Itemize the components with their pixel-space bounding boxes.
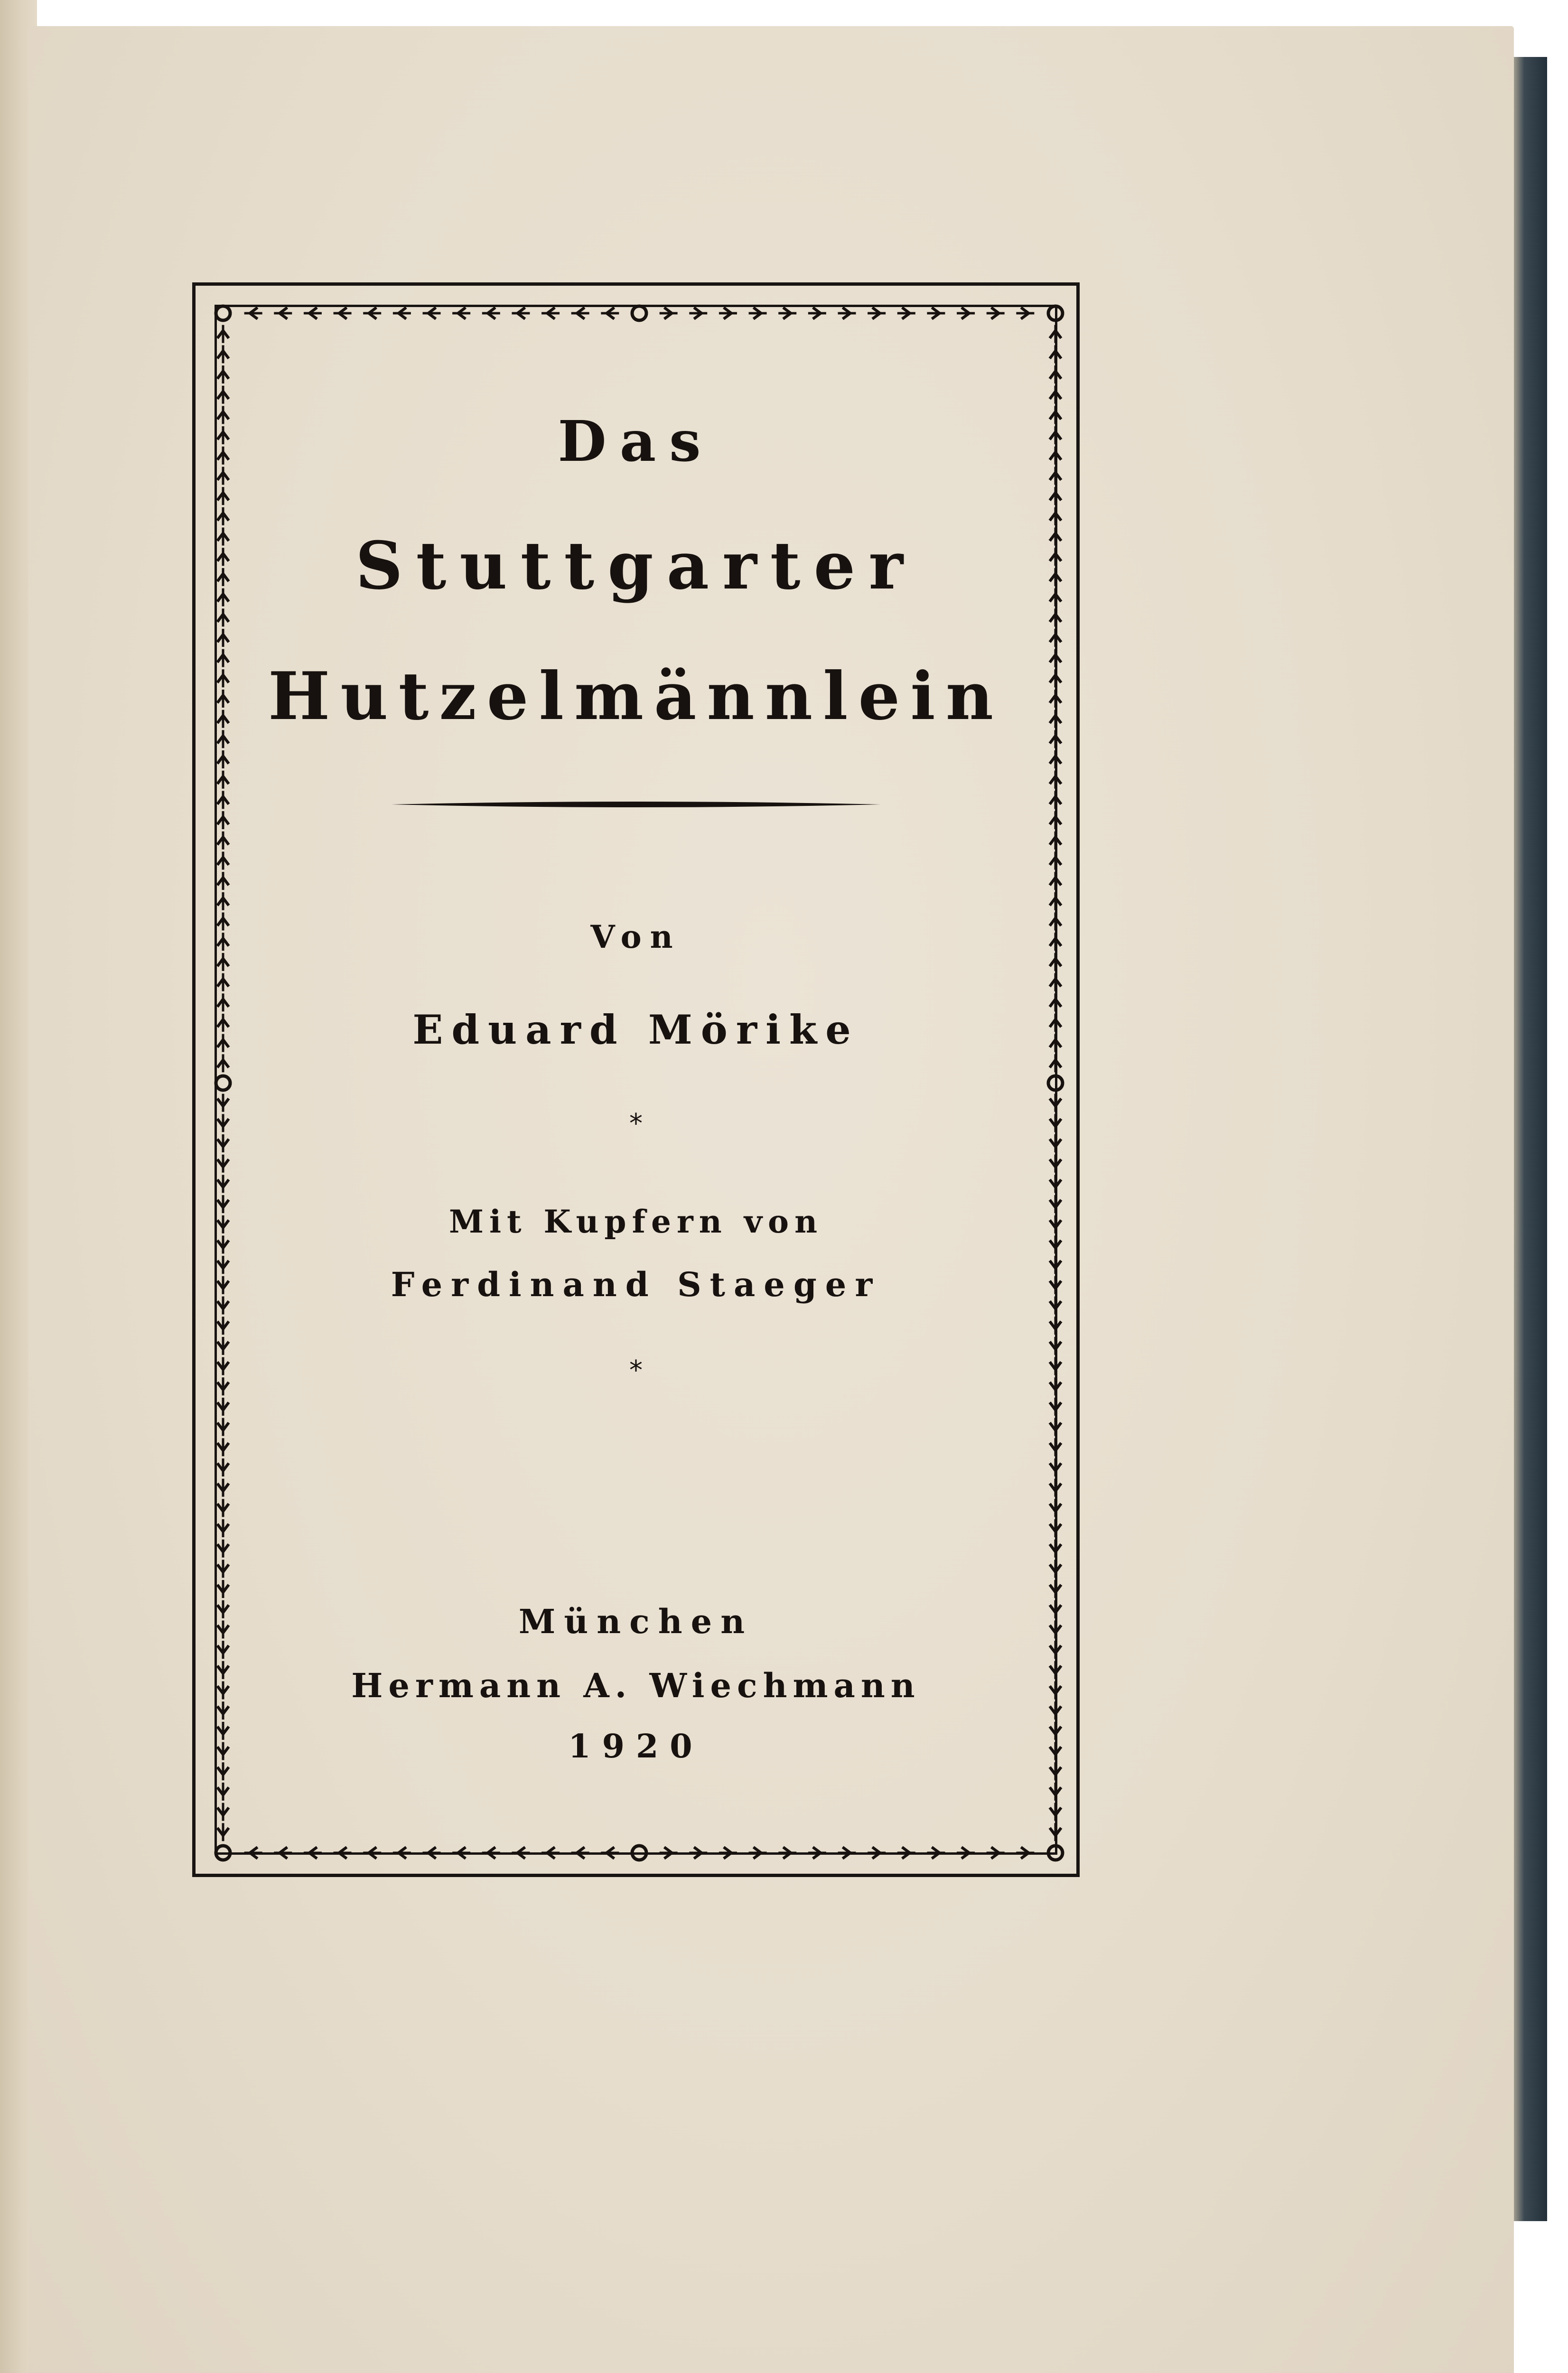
by-label: Von bbox=[590, 918, 681, 955]
publisher-name: Hermann A. Wiechmann bbox=[351, 1666, 921, 1705]
title-line-2: Stuttgarter bbox=[355, 527, 917, 604]
title-line-3: Hutzelmännlein bbox=[268, 657, 1004, 735]
border-ornament-ring bbox=[632, 306, 646, 320]
ornament-border bbox=[196, 286, 1083, 1880]
illustrator-name: Ferdinand Staeger bbox=[391, 1265, 881, 1304]
separator-star-2: * bbox=[629, 1355, 643, 1386]
border-corner-ring bbox=[1048, 1846, 1063, 1860]
border-corner-ring bbox=[216, 1846, 230, 1860]
border-ornament-ring bbox=[216, 1076, 230, 1090]
separator-star-1: * bbox=[629, 1108, 643, 1139]
border-ornament-ring bbox=[632, 1846, 646, 1860]
author-name: Eduard Mörike bbox=[412, 1006, 859, 1053]
publication-place: München bbox=[518, 1602, 754, 1641]
border-ornament-ring bbox=[1048, 1076, 1063, 1090]
title-rule bbox=[392, 800, 880, 809]
border-corner-ring bbox=[216, 306, 230, 320]
border-corner-ring bbox=[1048, 306, 1063, 320]
publication-year: 1920 bbox=[568, 1728, 704, 1766]
illustrations-line-1: Mit Kupfern von bbox=[448, 1203, 823, 1240]
title-line-1: Das bbox=[558, 408, 714, 474]
